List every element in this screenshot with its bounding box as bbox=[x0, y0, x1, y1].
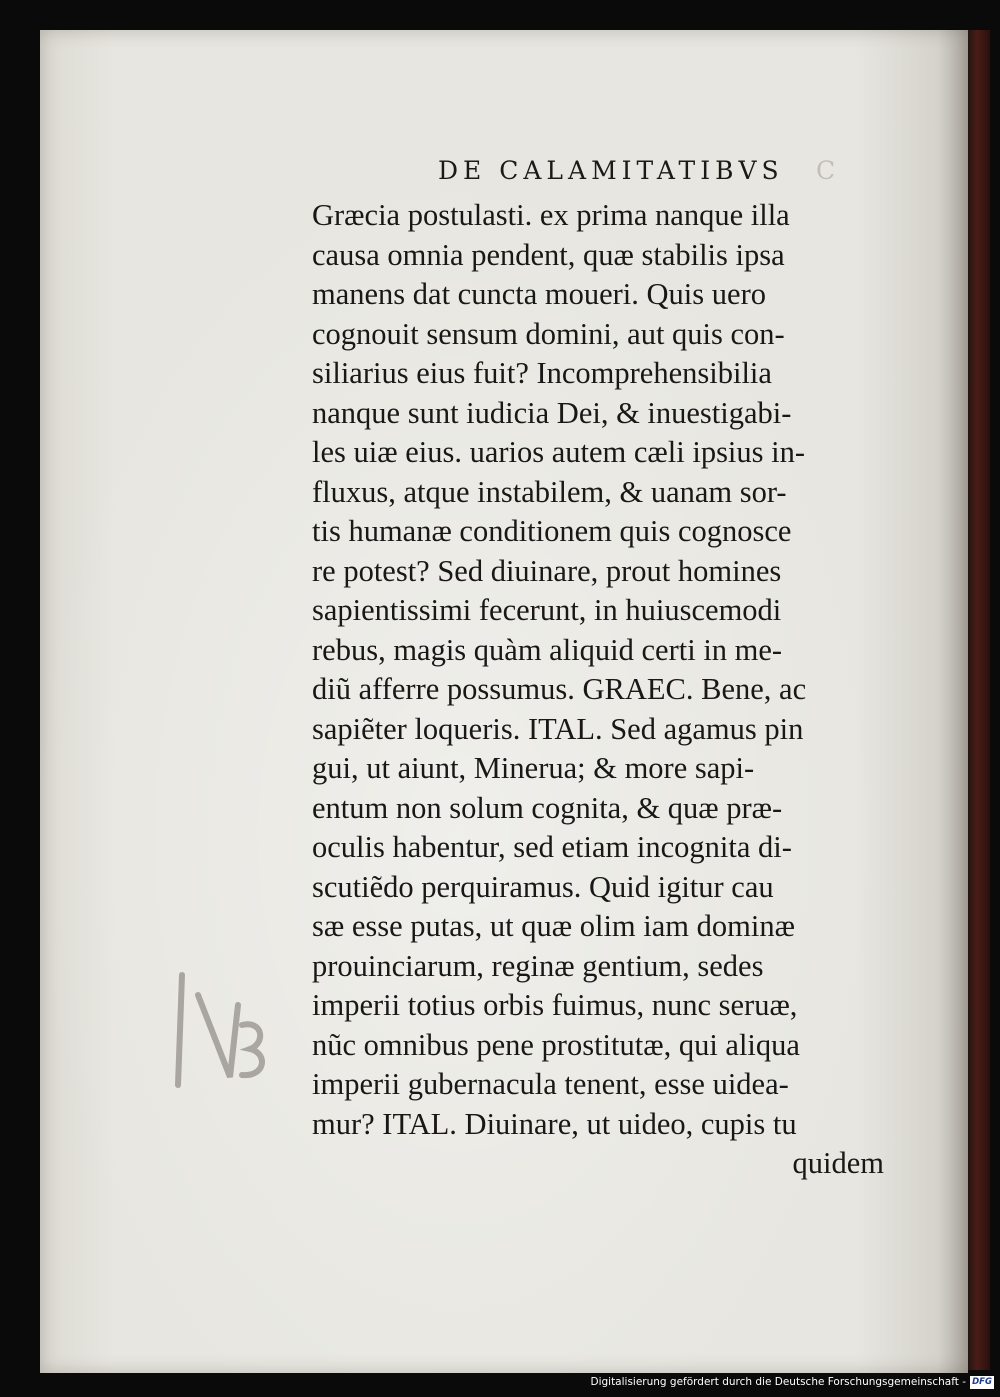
text-line: entum non solum cognita, & quæ præ- bbox=[312, 790, 783, 825]
text-line: les uiæ eius. uarios autem cæli ipsius in- bbox=[312, 435, 806, 469]
text-line: sæ esse putas, ut quæ olim iam dominæ bbox=[312, 909, 795, 943]
text-line: Græcia postulasti. ex prima nanque illa bbox=[312, 198, 790, 232]
body-text bbox=[312, 196, 884, 1184]
text-line: nanque sunt iudicia Dei, & inuestigabi- bbox=[312, 395, 792, 430]
text-line: imperii totius orbis fuimus, nunc seruæ, bbox=[312, 988, 798, 1022]
text-line: rebus, magis quàm aliquid certi in me- bbox=[312, 632, 783, 667]
text-line: manens dat cuncta moueri. Quis uero bbox=[312, 277, 766, 311]
shelfmark-stamp-icon bbox=[168, 965, 278, 1095]
text-line: sapiẽter loqueris. ITAL. Sed agamus pin bbox=[312, 711, 804, 746]
show-through-letter: C bbox=[816, 156, 836, 185]
text-line: sapientissimi fecerunt, in huiuscemodi bbox=[312, 593, 782, 627]
text-line: mur? ITAL. Diuinare, ut uideo, cupis tu bbox=[312, 1106, 797, 1141]
dfg-logo: DFG bbox=[970, 1376, 994, 1389]
text-line: gui, ut aiunt, Minerua; & more sapi- bbox=[312, 751, 755, 785]
text-line: oculis habentur, sed etiam incognita di- bbox=[312, 830, 792, 864]
page-gutter-shadow bbox=[938, 30, 968, 1373]
text-line: re potest? Sed diuinare, prout homines bbox=[312, 553, 782, 588]
text-line: siliarius eius fuit? Incomprehensibilia bbox=[312, 356, 772, 390]
text-line: fluxus, atque instabilem, & uanam sor- bbox=[312, 474, 787, 509]
text-line: imperii gubernacula tenent, esse uidea- bbox=[312, 1067, 789, 1101]
book-edge bbox=[966, 30, 990, 1370]
text-line: causa omnia pendent, quæ stabilis ipsa bbox=[312, 237, 785, 272]
text-line: cognouit sensum domini, aut quis con- bbox=[312, 316, 785, 351]
text-line: tis humanæ conditionem quis cognosce bbox=[312, 514, 792, 548]
digitization-credit: Digitalisierung gefördert durch die Deutsche Forschungsgemeinschaft - bbox=[590, 1376, 966, 1388]
running-head: DE CALAMITATIBVS bbox=[438, 156, 784, 185]
text-line: nũc omnibus pene prostitutæ, qui aliqua bbox=[312, 1027, 800, 1062]
text-line: diũ afferre possumus. GRAEC. Bene, ac bbox=[312, 672, 807, 706]
catchword: quidem bbox=[792, 1146, 884, 1180]
text-line: scutiẽdo perquiramus. Quid igitur cau bbox=[312, 869, 774, 904]
text-line: prouinciarum, reginæ gentium, sedes bbox=[312, 948, 764, 983]
